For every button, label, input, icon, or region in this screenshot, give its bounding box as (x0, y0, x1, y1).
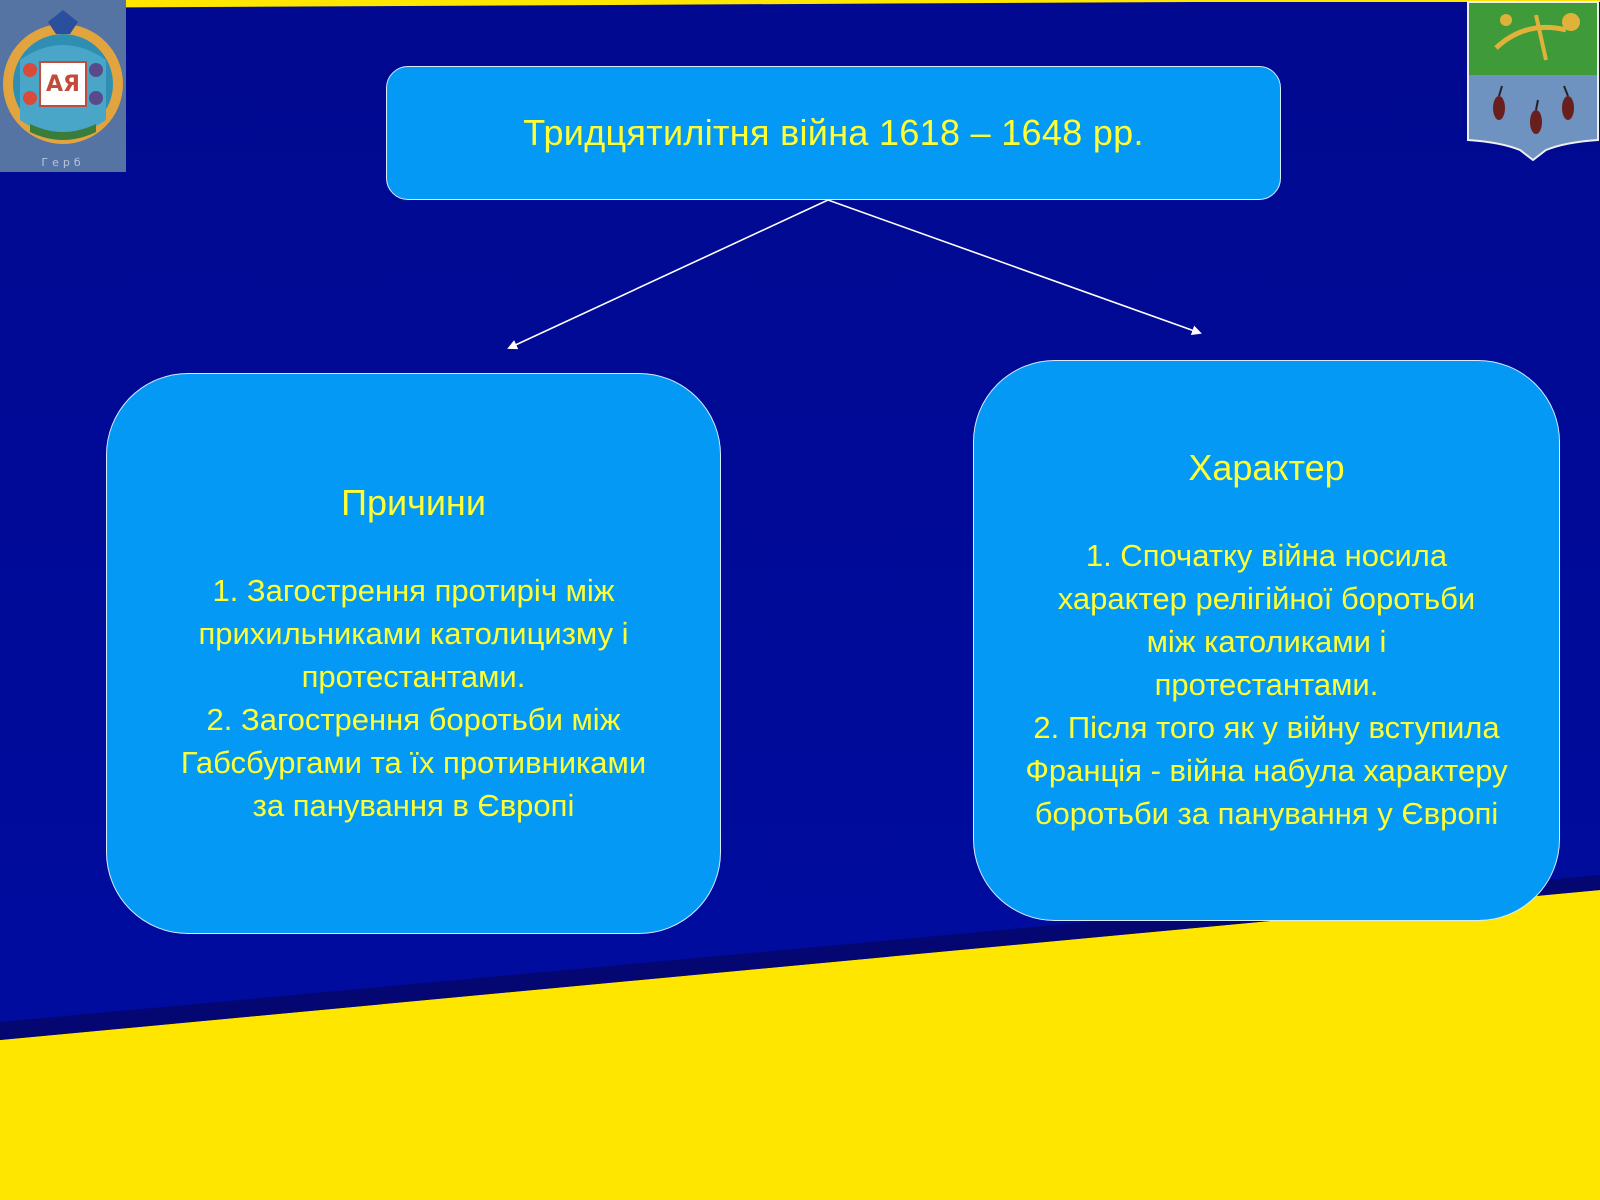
character-line: між католиками і (1146, 624, 1387, 659)
emblem-letters: АЯ (46, 72, 80, 97)
character-line: протестантами. (1154, 667, 1379, 702)
emblem-caption: Герб (41, 156, 85, 169)
causes-node (106, 373, 721, 934)
character-line: 1. Спочатку війна носила (1085, 538, 1448, 573)
causes-line: за панування в Європі (252, 787, 575, 823)
character-line: характер релігійної боротьби (1057, 581, 1476, 616)
causes-line: Габсбургами та їх противниками (180, 744, 647, 780)
arrow-to-causes (509, 200, 828, 348)
causes-line: прихильниками католицизму і (198, 615, 629, 651)
arrow-to-character (828, 200, 1200, 333)
character-node (973, 360, 1560, 921)
character-line: боротьби за панування у Європі (1034, 796, 1499, 831)
causes-line: 1. Загострення протиріч між (212, 572, 615, 608)
character-line: 2. Після того як у війну вступила (1033, 710, 1500, 745)
causes-line: 2. Загострення боротьби між (206, 701, 621, 737)
title-box (386, 66, 1281, 200)
diagram-title: Тридцятилітня війна 1618 – 1648 рр. (523, 112, 1144, 153)
causes-heading: Причини (341, 481, 486, 523)
causes-line: протестантами. (301, 658, 526, 694)
character-heading: Характер (1188, 447, 1345, 488)
character-line: Франція - війна набула характеру (1025, 753, 1508, 788)
